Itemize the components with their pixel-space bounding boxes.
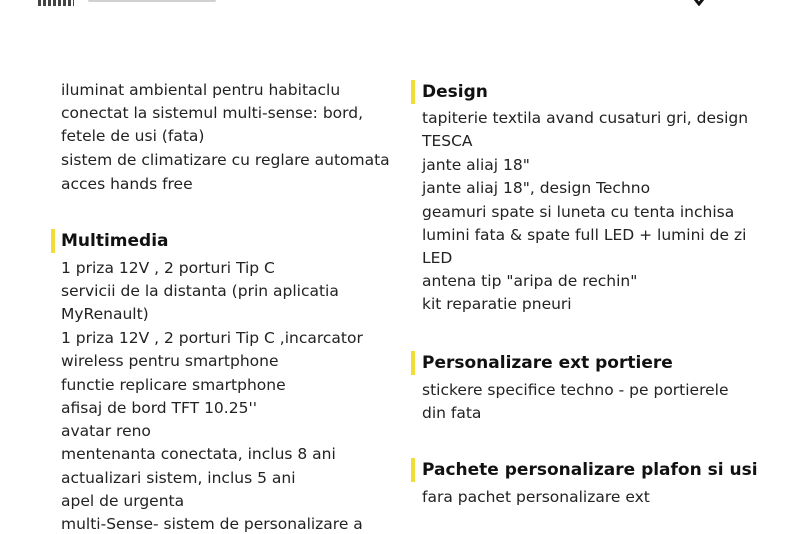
feature-line: kit reparatie pneuri: [422, 295, 572, 313]
feature-line: apel de urgenta: [61, 492, 185, 510]
feature-line: sistem de climatizare cu reglare automata: [61, 151, 390, 169]
brand-logo-icon: [689, 0, 711, 6]
section-accent-bar: [411, 351, 415, 375]
section-accent-bar: [411, 458, 415, 482]
feature-line: antena tip "aripa de rechin": [422, 272, 638, 290]
feature-line: fetele de usi (fata): [61, 127, 205, 145]
page-header-strip: [0, 0, 790, 10]
feature-line: mentenanta conectata, inclus 8 ani: [61, 445, 336, 463]
qr-code-icon: [38, 0, 74, 6]
feature-line: geamuri spate si luneta cu tenta inchisa: [422, 203, 735, 221]
feature-line: wireless pentru smartphone: [61, 352, 279, 370]
feature-line: din fata: [422, 404, 482, 422]
feature-line: avatar reno: [61, 422, 151, 440]
section-heading-design: Design: [422, 82, 488, 102]
feature-line: lumini fata & spate full LED + lumini de zi: [422, 226, 747, 244]
feature-line: LED: [422, 249, 453, 267]
feature-line: tapiterie textila avand cusaturi gri, design: [422, 109, 749, 127]
section-accent-bar: [51, 229, 55, 253]
feature-line: TESCA: [422, 132, 473, 150]
feature-line: fara pachet personalizare ext: [422, 488, 650, 506]
feature-line: iluminat ambiental pentru habitaclu: [61, 81, 341, 99]
feature-line: servicii de la distanta (prin aplicatia: [61, 282, 339, 300]
header-text: [88, 0, 216, 2]
feature-line: 1 priza 12V , 2 porturi Tip C: [61, 259, 275, 277]
section-heading-personalizare-portiere: Personalizare ext portiere: [422, 353, 673, 373]
feature-line: afisaj de bord TFT 10.25'': [61, 399, 257, 417]
feature-line: 1 priza 12V , 2 porturi Tip C ,incarcator: [61, 329, 363, 347]
section-accent-bar: [411, 80, 415, 104]
feature-line: MyRenault): [61, 305, 149, 323]
section-heading-multimedia: Multimedia: [61, 231, 169, 251]
feature-line: jante aliaj 18", design Techno: [422, 179, 651, 197]
feature-line: conectat la sistemul multi-sense: bord,: [61, 104, 364, 122]
feature-line: functie replicare smartphone: [61, 376, 286, 394]
feature-line: stickere specifice techno - pe portierele: [422, 381, 729, 399]
feature-line: multi-Sense- sistem de personalizare a: [61, 515, 363, 533]
section-heading-pachete-plafon: Pachete personalizare plafon si usi: [422, 460, 758, 480]
feature-line: acces hands free: [61, 175, 193, 193]
feature-line: jante aliaj 18": [422, 156, 530, 174]
feature-line: actualizari sistem, inclus 5 ani: [61, 469, 296, 487]
